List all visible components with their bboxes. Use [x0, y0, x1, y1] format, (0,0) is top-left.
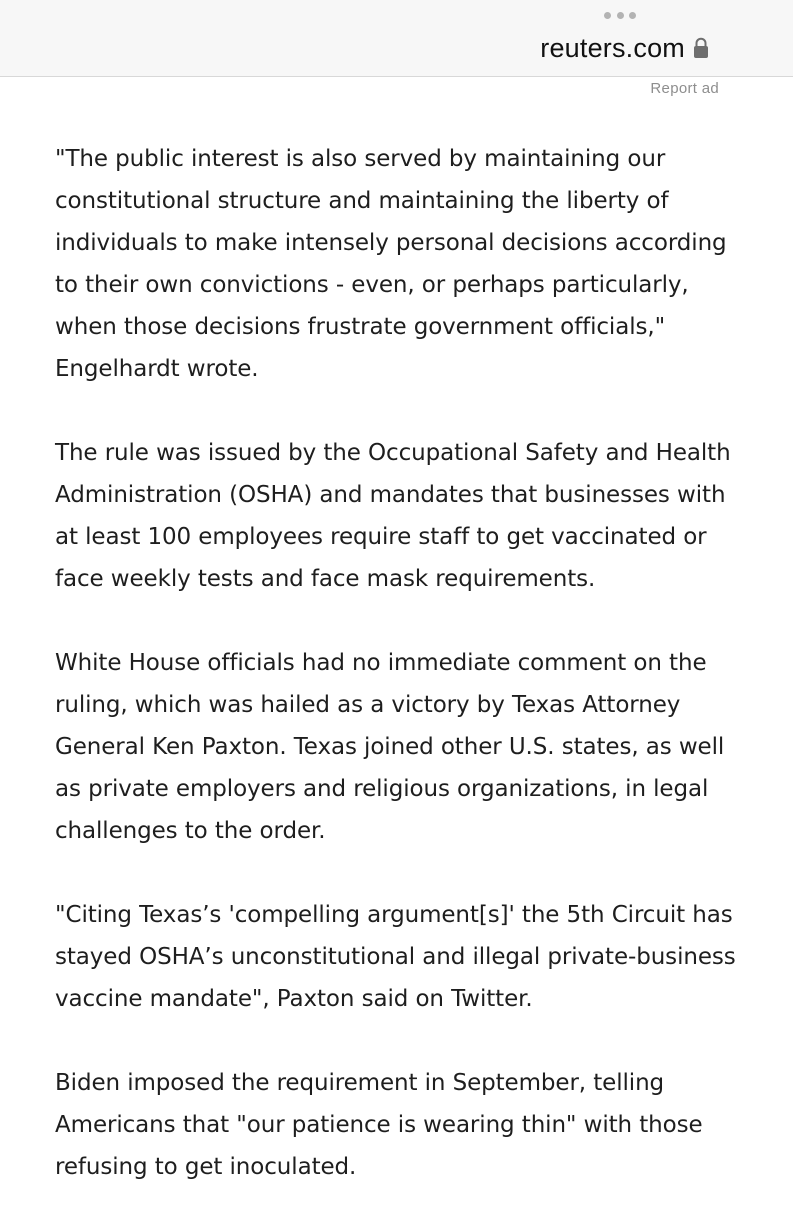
- dot: [617, 12, 624, 19]
- dot: [629, 12, 636, 19]
- more-dots-icon[interactable]: [604, 10, 636, 20]
- article-paragraph: "Citing Texas’s 'compelling argument[s]' the 5th Circuit has stayed OSHA’s unconstitutional and illegal private-business vaccine mandate", Paxton said on Twitter.: [55, 902, 736, 1012]
- article-paragraph: White House officials had no immediate comment on the ruling, which was hailed as a victory by Texas Attorney General Ken Paxton. Texas joined other U.S. states, as well as private employers and religious organizations, in legal challenges to the order.: [55, 650, 725, 844]
- article-paragraph: The rule was issued by the Occupational Safety and Health Administration (OSHA) and mandates that businesses with at least 100 employees require staff to get vaccinated or face weekly tests and face mask requirements.: [55, 440, 731, 592]
- browser-address-bar: [0, 0, 793, 77]
- dot: [604, 12, 611, 19]
- url-text: reuters.com: [540, 32, 685, 63]
- article-body: [55, 138, 755, 1230]
- report-ad-link[interactable]: Report ad: [650, 80, 719, 97]
- lock-icon: [693, 37, 709, 59]
- article-paragraph: Biden imposed the requirement in September, telling Americans that "our patience is wearing thin" with those refusing to get inoculated.: [55, 1070, 703, 1180]
- url-field[interactable]: [540, 30, 709, 66]
- article-paragraph: "The public interest is also served by maintaining our constitutional structure and maintaining the liberty of individuals to make intensely personal decisions according to their own convictions - even, or perhaps particularly, when those decisions frustrate government officials," Engelhardt wrote.: [55, 146, 727, 382]
